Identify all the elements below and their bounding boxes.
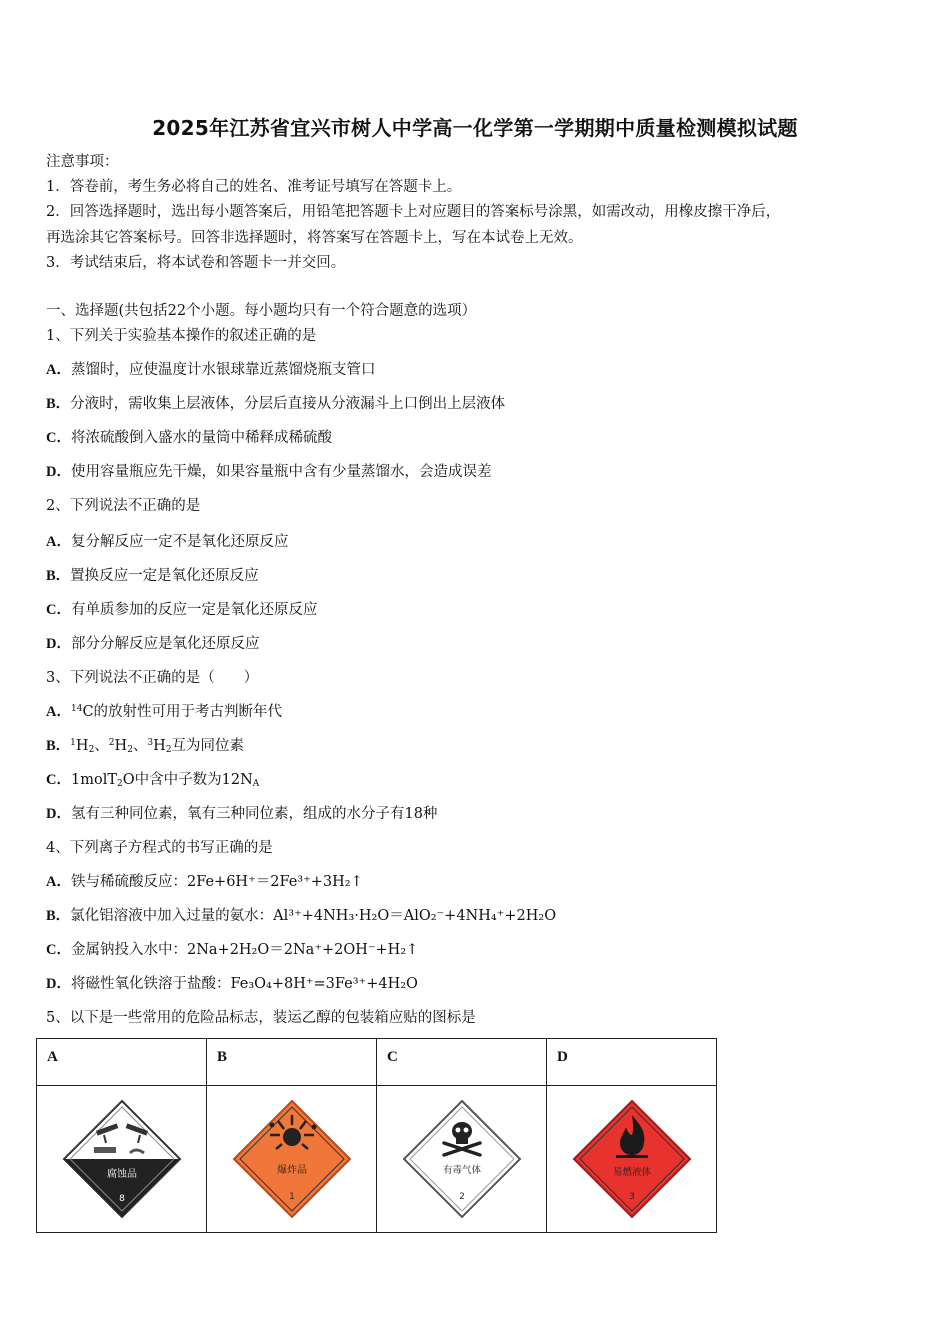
formula-part: 互为同位素 <box>171 738 245 754</box>
q4-option-c <box>46 940 418 960</box>
formula-part: H <box>114 738 128 754</box>
option-text: 氯化铝溶液中加入过量的氨水：Al³⁺+4NH₃·H₂O＝AlO₂⁻+4NH₄⁺+2H₂O <box>70 908 557 924</box>
subscript: 2 <box>88 745 95 755</box>
question-5-stem: 5、以下是一些常用的危险品标志，装运乙醇的包装箱应贴的图标是 <box>46 1010 476 1026</box>
option-text: 置换反应一定是氧化还原反应 <box>70 568 259 584</box>
sign-number: 1 <box>288 1192 295 1202</box>
mass-number: 1 <box>70 738 76 748</box>
corrosive-sign <box>60 1097 184 1221</box>
formula-part: 1molT <box>70 772 117 788</box>
option-text: 部分分解反应是氧化还原反应 <box>70 636 260 652</box>
option-letter: C． <box>46 602 71 618</box>
option-letter: C． <box>46 430 71 446</box>
option-text: 分液时，需收集上层液体，分层后直接从分液漏斗上口倒出上层液体 <box>70 396 506 412</box>
option-letter: D． <box>46 464 71 480</box>
header-cell-c: C <box>377 1039 547 1086</box>
subscript: A <box>252 779 260 789</box>
q4-option-a <box>46 872 363 892</box>
option-text: 蒸馏时，应使温度计水银球靠近蒸馏烧瓶支管口 <box>70 362 376 378</box>
toxic-gas-sign <box>400 1097 524 1221</box>
option-text: C的放射性可用于考古判断年代 <box>82 704 283 720</box>
option-letter: C． <box>46 772 71 788</box>
option-letter: A． <box>46 704 71 720</box>
question-4-stem: 4、下列离子方程式的书写正确的是 <box>46 840 273 856</box>
q3-option-b <box>46 736 244 756</box>
option-letter: B． <box>46 738 71 754</box>
q1-option-c <box>46 428 332 448</box>
sign-cell-a <box>37 1086 207 1233</box>
question-2-stem: 2、下列说法不正确的是 <box>46 498 201 514</box>
table-sign-row <box>37 1086 717 1233</box>
option-letter: A． <box>46 362 71 378</box>
option-text: 氢有三种同位素，氧有三种同位素，组成的水分子有18种 <box>70 806 438 822</box>
notice-heading: 注意事项： <box>46 154 119 170</box>
formula-part: O中含中子数为12N <box>122 772 253 788</box>
subscript: 2 <box>165 745 172 755</box>
notice-item-2: 2．回答选择题时，选出每小题答案后，用铅笔把答题卡上对应题目的答案标号涂黑，如需改动，用橡皮擦干净后， <box>46 204 781 220</box>
option-letter: D． <box>46 806 71 822</box>
question-3-stem: 3、下列说法不正确的是（ ） <box>46 670 259 686</box>
subscript: 2 <box>117 779 123 789</box>
sign-cell-d <box>547 1086 717 1233</box>
header-cell-a: A <box>37 1039 207 1086</box>
option-text: 复分解反应一定不是氧化还原反应 <box>70 534 289 550</box>
formula-part: 、 <box>94 738 109 754</box>
formula-part: H <box>153 738 166 754</box>
q1-option-a <box>46 360 375 380</box>
hazard-sign-table <box>36 1038 717 1233</box>
table-header-row <box>37 1039 717 1086</box>
option-text: 有单质参加的反应一定是氧化还原反应 <box>70 602 318 618</box>
q3-option-a <box>46 702 282 722</box>
sign-cell-c <box>377 1086 547 1233</box>
sign-label: 腐蚀品 <box>106 1169 137 1180</box>
option-letter: C． <box>46 942 71 958</box>
q2-option-a <box>46 532 288 552</box>
option-letter: A． <box>46 874 71 890</box>
page-title: 2025年江苏省宜兴市树人中学高一化学第一学期期中质量检测模拟试题 <box>152 116 798 140</box>
q3-option-d <box>46 804 437 824</box>
mass-number: 14 <box>70 704 83 714</box>
sign-number: 8 <box>118 1194 125 1204</box>
notice-item-2-cont: 再选涂其它答案标号。回答非选择题时，将答案写在答题卡上，写在本试卷上无效。 <box>46 230 583 246</box>
option-text: 金属钠投入水中：2Na+2H₂O＝2Na⁺+2OH⁻+H₂↑ <box>70 942 419 958</box>
formula-part: H <box>75 738 89 754</box>
sign-label: 有毒气体 <box>442 1165 481 1176</box>
option-text: 将浓硫酸倒入盛水的量筒中稀释成稀硫酸 <box>70 430 332 446</box>
header-cell-d: D <box>547 1039 717 1086</box>
sign-cell-b <box>207 1086 377 1233</box>
q2-option-c <box>46 600 317 620</box>
option-letter: A． <box>46 534 71 550</box>
notice-item-1: 1．答卷前，考生务必将自己的姓名、准考证号填写在答题卡上。 <box>46 179 462 195</box>
option-letter: B． <box>46 396 71 412</box>
q1-option-b <box>46 394 505 414</box>
formula-part: 、 <box>132 738 148 754</box>
option-text: 铁与稀硫酸反应：2Fe+6H⁺＝2Fe³⁺+3H₂↑ <box>70 874 363 890</box>
option-text: 使用容量瓶应先干燥，如果容量瓶中含有少量蒸馏水，会造成误差 <box>70 464 492 480</box>
option-letter: B． <box>46 908 71 924</box>
q1-option-d <box>46 462 491 482</box>
mass-number: 2 <box>108 738 115 748</box>
q4-option-d <box>46 974 418 994</box>
sign-number: 3 <box>628 1192 635 1202</box>
q3-option-c <box>46 770 259 790</box>
q2-option-b <box>46 566 259 586</box>
explosive-sign <box>230 1097 354 1221</box>
section-title: 一、选择题(共包括22个小题。每小题均只有一个符合题意的选项） <box>46 303 477 319</box>
mass-number: 3 <box>147 738 154 748</box>
option-text: 将磁性氧化铁溶于盐酸：Fe₃O₄+8H⁺=3Fe³⁺+4H₂O <box>70 976 418 992</box>
option-letter: B． <box>46 568 71 584</box>
sign-label: 爆炸品 <box>276 1165 307 1176</box>
notice-item-3: 3．考试结束后，将本试卷和答题卡一并交回。 <box>46 255 346 271</box>
sign-label: 易燃液体 <box>612 1167 651 1178</box>
option-letter: D． <box>46 976 71 992</box>
option-letter: D． <box>46 636 71 652</box>
q2-option-d <box>46 634 259 654</box>
subscript: 2 <box>127 745 133 755</box>
question-1-stem: 1、下列关于实验基本操作的叙述正确的是 <box>46 328 317 344</box>
q4-option-b <box>46 906 556 926</box>
header-cell-b: B <box>207 1039 377 1086</box>
flammable-liquid-sign <box>570 1097 694 1221</box>
sign-number: 2 <box>458 1192 465 1202</box>
